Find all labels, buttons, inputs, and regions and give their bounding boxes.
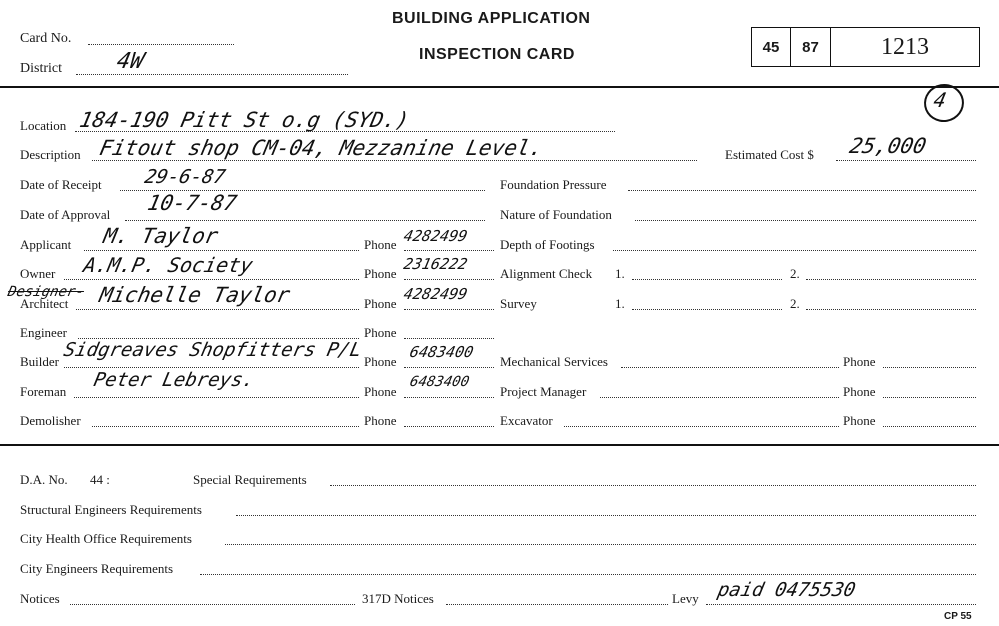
mechanical-services-field[interactable] bbox=[621, 367, 839, 368]
applicant-label: Applicant bbox=[20, 237, 72, 252]
estimated-cost-value: 25,000 bbox=[847, 134, 929, 158]
title-line-1: BUILDING APPLICATION bbox=[392, 10, 591, 27]
survey-label: Survey bbox=[500, 296, 537, 311]
project-manager-phone-field[interactable] bbox=[883, 397, 976, 398]
excavator-phone-field[interactable] bbox=[883, 426, 976, 427]
owner-phone-value: 2316222 bbox=[402, 255, 470, 273]
notices-field[interactable] bbox=[70, 604, 355, 605]
engineer-phone-field[interactable] bbox=[404, 338, 494, 339]
estimated-cost-field[interactable] bbox=[836, 160, 976, 161]
mechanical-services-label: Mechanical Services bbox=[500, 354, 608, 369]
description-label: Description bbox=[20, 147, 81, 162]
district-value: 4W bbox=[114, 49, 147, 74]
engineer-phone-label: Phone bbox=[364, 325, 397, 340]
project-manager-label: Project Manager bbox=[500, 384, 587, 399]
city-health-field[interactable] bbox=[225, 544, 976, 545]
foreman-phone-label: Phone bbox=[364, 384, 397, 399]
architect-prefix: Designer- bbox=[6, 284, 86, 300]
box-cell-b: 87 bbox=[791, 28, 831, 66]
date-of-receipt-label: Date of Receipt bbox=[20, 177, 102, 192]
alignment-2-label: 2. bbox=[790, 266, 800, 281]
special-requirements-label: Special Requirements bbox=[193, 472, 307, 487]
notices-317d-label: 317D Notices bbox=[362, 591, 434, 606]
foundation-pressure-field[interactable] bbox=[628, 190, 976, 191]
levy-label: Levy bbox=[672, 591, 699, 606]
district-field[interactable] bbox=[76, 74, 348, 75]
district-label: District bbox=[20, 61, 62, 76]
mechanical-phone-label: Phone bbox=[843, 354, 876, 369]
architect-field[interactable] bbox=[76, 309, 359, 310]
mechanical-phone-field[interactable] bbox=[883, 367, 976, 368]
architect-phone-value: 4282499 bbox=[402, 285, 470, 303]
notices-317d-field[interactable] bbox=[446, 604, 668, 605]
structural-engineers-label: Structural Engineers Requirements bbox=[20, 502, 202, 517]
nature-of-foundation-label: Nature of Foundation bbox=[500, 207, 612, 222]
card-no-field[interactable] bbox=[88, 44, 234, 45]
foreman-value: Peter Lebreys. bbox=[91, 369, 257, 391]
applicant-phone-value: 4282499 bbox=[402, 227, 470, 245]
survey-1-label: 1. bbox=[615, 296, 625, 311]
notices-label: Notices bbox=[20, 591, 60, 606]
owner-label: Owner bbox=[20, 266, 56, 281]
excavator-field[interactable] bbox=[564, 426, 839, 427]
engineer-label: Engineer bbox=[20, 325, 67, 340]
architect-label: Architect bbox=[20, 296, 69, 311]
structural-engineers-field[interactable] bbox=[236, 515, 976, 516]
owner-field[interactable] bbox=[64, 279, 359, 280]
applicant-value: M. Taylor bbox=[101, 224, 221, 248]
demolisher-phone-field[interactable] bbox=[404, 426, 494, 427]
depth-of-footings-field[interactable] bbox=[613, 250, 976, 251]
survey-1-field[interactable] bbox=[632, 309, 782, 310]
survey-2-field[interactable] bbox=[806, 309, 976, 310]
date-of-receipt-value: 29-6-87 bbox=[142, 166, 228, 188]
description-value: Fitout shop CM-04, Mezzanine Level. bbox=[97, 136, 546, 160]
foreman-field[interactable] bbox=[74, 397, 359, 398]
project-manager-phone-label: Phone bbox=[843, 384, 876, 399]
location-value: 184-190 Pitt St o.g (SYD.) bbox=[77, 108, 412, 132]
city-health-label: City Health Office Requirements bbox=[20, 531, 192, 546]
demolisher-field[interactable] bbox=[92, 426, 359, 427]
project-manager-field[interactable] bbox=[600, 397, 839, 398]
survey-2-label: 2. bbox=[790, 296, 800, 311]
applicant-phone-label: Phone bbox=[364, 237, 397, 252]
levy-field[interactable] bbox=[706, 604, 976, 605]
box-cell-a: 45 bbox=[752, 28, 791, 66]
foundation-pressure-label: Foundation Pressure bbox=[500, 177, 607, 192]
foreman-phone-value: 6483400 bbox=[408, 374, 471, 390]
location-label: Location bbox=[20, 118, 67, 133]
applicant-field[interactable] bbox=[84, 250, 359, 251]
foreman-phone-field[interactable] bbox=[404, 397, 494, 398]
builder-phone-label: Phone bbox=[364, 354, 397, 369]
excavator-phone-label: Phone bbox=[843, 413, 876, 428]
date-of-approval-field[interactable] bbox=[125, 220, 485, 221]
header-divider bbox=[0, 86, 999, 88]
builder-value: Sidgreaves Shopfitters P/L bbox=[61, 339, 364, 361]
estimated-cost-label: Estimated Cost $ bbox=[725, 147, 814, 162]
circled-mark-value: 4 bbox=[931, 88, 949, 112]
da-no-value: 44 : bbox=[90, 472, 110, 487]
depth-of-footings-label: Depth of Footings bbox=[500, 237, 595, 252]
excavator-label: Excavator bbox=[500, 413, 553, 428]
title-line-2: INSPECTION CARD bbox=[419, 46, 575, 63]
architect-phone-label: Phone bbox=[364, 296, 397, 311]
city-engineers-label: City Engineers Requirements bbox=[20, 561, 174, 576]
alignment-1-label: 1. bbox=[615, 266, 625, 281]
owner-phone-label: Phone bbox=[364, 266, 397, 281]
owner-value: A.M.P. Society bbox=[81, 253, 256, 277]
date-of-approval-value: 10-7-87 bbox=[145, 191, 240, 215]
date-of-approval-label: Date of Approval bbox=[20, 207, 111, 222]
form-code: CP 55 bbox=[944, 611, 972, 622]
nature-of-foundation-field[interactable] bbox=[635, 220, 976, 221]
builder-label: Builder bbox=[20, 354, 59, 369]
card-number: 1213 bbox=[881, 33, 929, 60]
architect-value: Michelle Taylor bbox=[97, 283, 293, 307]
da-no-label: D.A. No. bbox=[20, 472, 68, 487]
applicant-phone-field[interactable] bbox=[404, 250, 494, 251]
alignment-2-field[interactable] bbox=[806, 279, 976, 280]
alignment-check-label: Alignment Check bbox=[500, 266, 593, 281]
alignment-1-field[interactable] bbox=[632, 279, 782, 280]
city-engineers-field[interactable] bbox=[200, 574, 976, 575]
section-divider bbox=[0, 444, 999, 446]
builder-field[interactable] bbox=[64, 367, 359, 368]
levy-value: paid 0475530 bbox=[715, 579, 858, 601]
demolisher-phone-label: Phone bbox=[364, 413, 397, 428]
description-field[interactable] bbox=[92, 160, 697, 161]
owner-phone-field[interactable] bbox=[404, 279, 494, 280]
card-no-label: Card No. bbox=[20, 31, 72, 46]
foreman-label: Foreman bbox=[20, 384, 67, 399]
architect-phone-field[interactable] bbox=[404, 309, 494, 310]
builder-phone-value: 6483400 bbox=[408, 343, 476, 361]
builder-phone-field[interactable] bbox=[404, 367, 494, 368]
special-requirements-field[interactable] bbox=[330, 485, 976, 486]
demolisher-label: Demolisher bbox=[20, 413, 81, 428]
